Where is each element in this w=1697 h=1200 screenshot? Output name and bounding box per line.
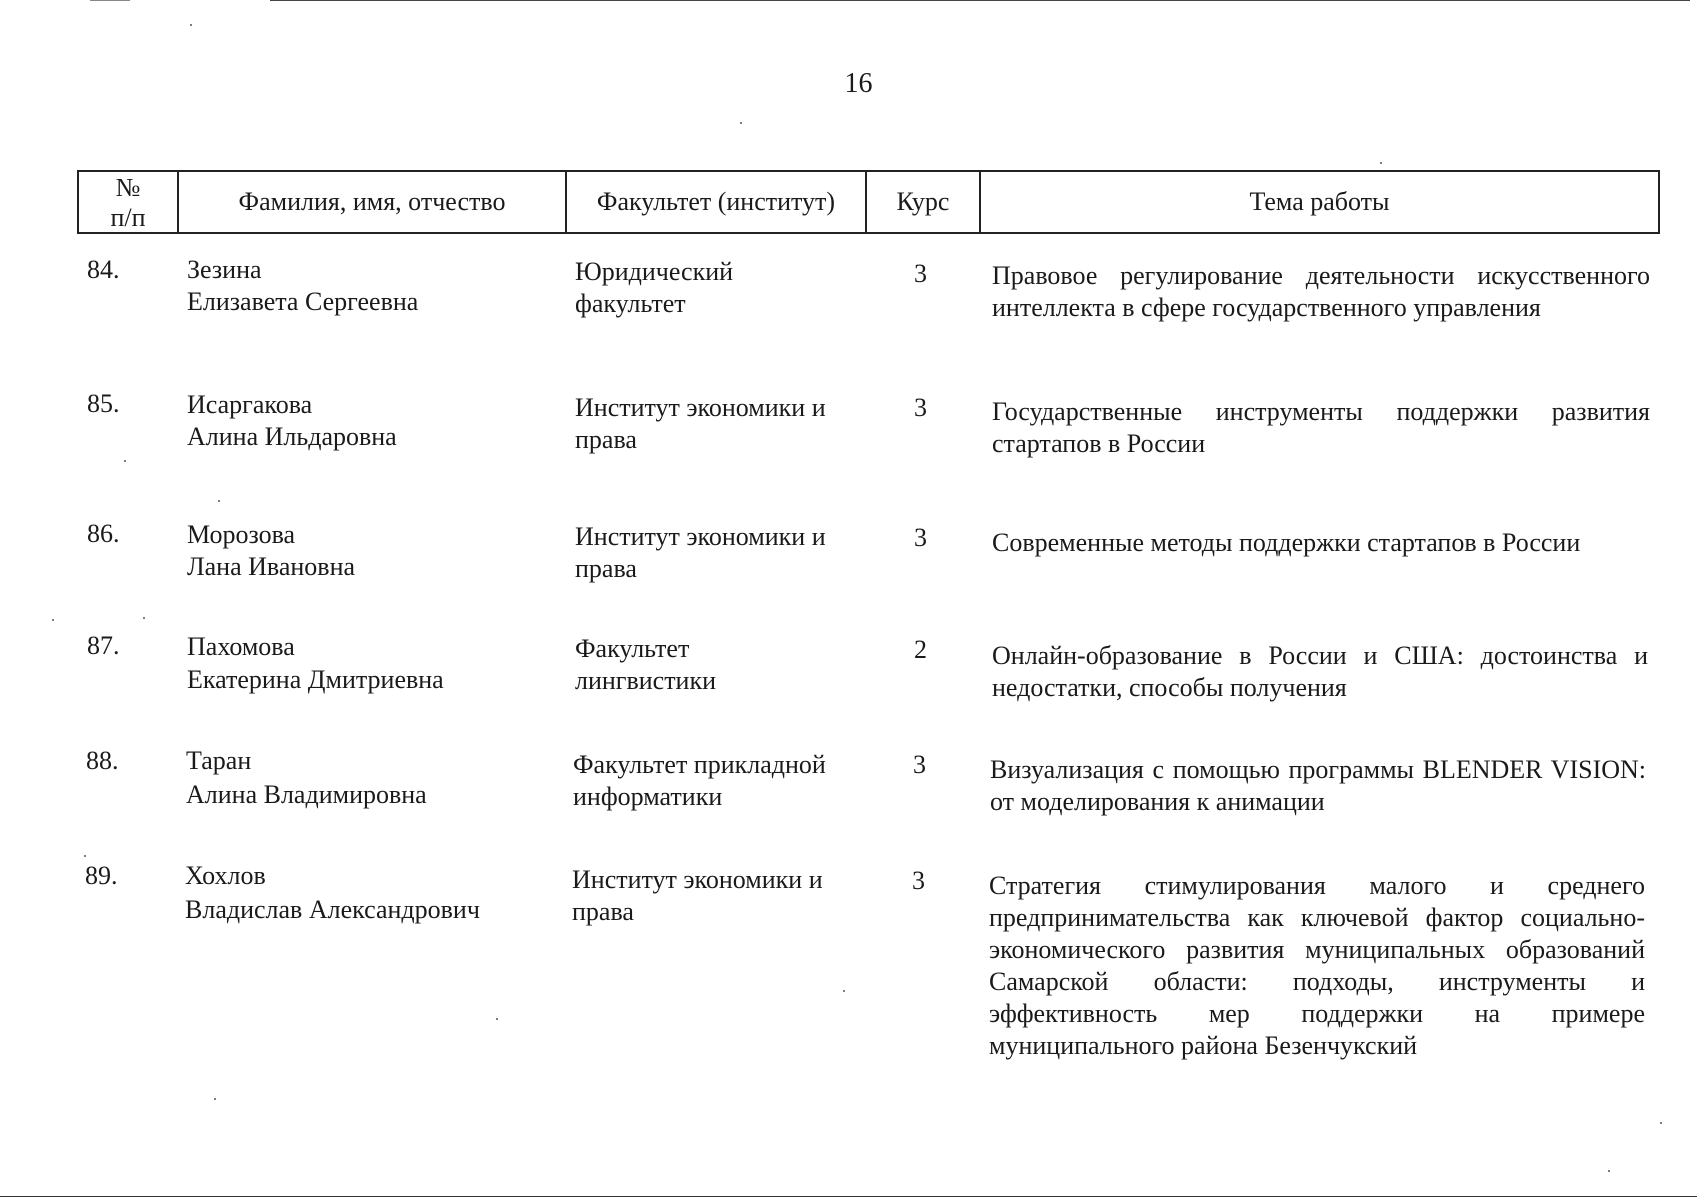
- faculty-line: Институт экономики и: [572, 865, 823, 894]
- scan-speck: [52, 619, 54, 621]
- row-number: 85.: [87, 389, 120, 418]
- student-surname: Зезина: [187, 255, 262, 284]
- faculty-line: Факультет прикладной: [573, 750, 826, 779]
- faculty-line: права: [575, 554, 637, 583]
- scan-speck: [143, 617, 145, 619]
- scan-speck: [1608, 1170, 1610, 1172]
- student-given-names: Елизавета Сергеевна: [187, 287, 419, 316]
- faculty-line: факультет: [575, 289, 686, 318]
- student-given-names: Владислав Александрович: [185, 895, 480, 924]
- student-surname: Морозова: [187, 520, 296, 549]
- scan-speck: [124, 460, 126, 462]
- work-topic: Стратегия стимулирования малого и среднего предпринимательства как ключевой фактор социально-экономического развития муниципальных образований Самарской области: подходы, инструменты и эффективность мер поддержки на примере муниципального района Безенчукский: [989, 871, 1645, 1060]
- faculty-line: права: [572, 897, 634, 926]
- work-topic: Современные методы поддержки стартапов в России: [992, 528, 1581, 557]
- faculty-line: Юридический: [575, 257, 734, 286]
- header-name: Фамилия, имя, отчество: [238, 187, 506, 216]
- scan-speck: [84, 855, 86, 857]
- table-header: [77, 170, 1660, 234]
- row-number: 84.: [87, 255, 120, 284]
- faculty-line: Институт экономики и: [575, 522, 826, 551]
- faculty-line: информатики: [573, 782, 723, 811]
- course-value: 2: [914, 635, 927, 664]
- header-topic: Тема работы: [1249, 187, 1390, 216]
- header-faculty: Факультет (институт): [596, 187, 836, 216]
- row-number: 87.: [87, 631, 120, 660]
- faculty-line: лингвистики: [575, 666, 717, 695]
- student-given-names: Алина Ильдаровна: [187, 422, 397, 451]
- scan-speck: [190, 24, 192, 26]
- row-number: 88.: [86, 746, 119, 775]
- scan-edge-line: [90, 0, 130, 1]
- student-surname: Исаргакова: [187, 390, 313, 419]
- scan-speck: [1380, 162, 1382, 164]
- scan-speck: [843, 990, 845, 992]
- scan-speck: [740, 122, 742, 124]
- student-surname: Таран: [186, 746, 252, 775]
- student-given-names: Екатерина Дмитриевна: [187, 665, 444, 694]
- scan-speck: [218, 500, 220, 502]
- faculty-line: права: [575, 425, 637, 454]
- work-topic: Онлайн-образование в России и США: достоинства и недостатки, способы получения: [992, 641, 1648, 702]
- work-topic: Правовое регулирование деятельности искусственного интеллекта в сфере государственного управления: [992, 261, 1650, 322]
- course-value: 3: [914, 523, 927, 552]
- course-value: 3: [914, 393, 927, 422]
- scan-speck: [214, 1098, 216, 1100]
- student-surname: Хохлов: [185, 861, 266, 890]
- scan-edge-line: [270, 0, 1690, 1]
- scan-speck: [1660, 1122, 1662, 1124]
- student-given-names: Алина Владимировна: [186, 780, 427, 809]
- row-number: 89.: [85, 861, 118, 890]
- header-course: Курс: [896, 187, 950, 216]
- work-topic: Визуализация с помощью программы BLENDER VISION: от моделирования к анимации: [990, 755, 1646, 816]
- course-value: 3: [913, 750, 926, 779]
- faculty-line: Институт экономики и: [575, 393, 826, 422]
- header-number: № п/п: [110, 173, 146, 232]
- row-number: 86.: [87, 519, 120, 548]
- page-number: 16: [844, 68, 873, 99]
- scan-speck: [496, 1018, 498, 1020]
- student-surname: Пахомова: [187, 632, 295, 661]
- work-topic: Государственные инструменты поддержки развития стартапов в России: [992, 397, 1650, 458]
- scan-edge-line: [0, 1196, 1697, 1197]
- course-value: 3: [914, 259, 927, 288]
- faculty-line: Факультет: [575, 634, 690, 663]
- course-value: 3: [912, 866, 925, 895]
- student-given-names: Лана Ивановна: [187, 552, 356, 581]
